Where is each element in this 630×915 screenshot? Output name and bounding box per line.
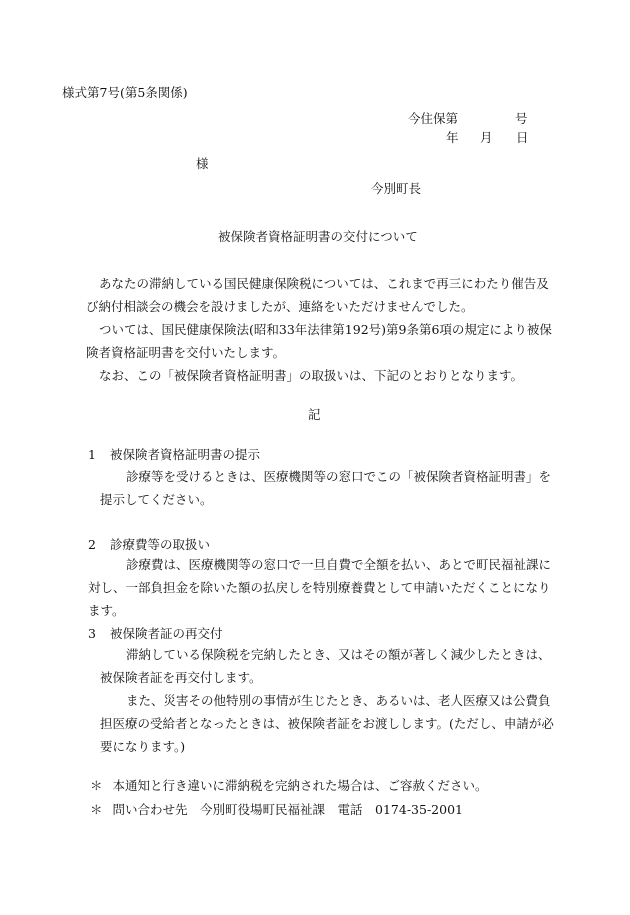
intro-paragraph: ついては、国民健康保険法(昭和33年法律第192号)第9条第6項の規定により被保険者資格証明書を交付いたします。 (86, 322, 552, 360)
date-day: 日 (516, 130, 529, 145)
note-item (90, 802, 463, 818)
section-paragraph: 診療費は、医療機関等の窓口で一旦自費で全額を払い、あとで町民福祉課に対し、一部負担金を除いた額の払戻しを特別療養費として申請いただくことになります。 (88, 557, 552, 618)
section-title (88, 537, 210, 553)
intro-paragraph: あなたの滞納している国民健康保険税については、これまで再三にわたり催告及び納付相談会の機会を設けましたが、連絡をいただけませんでした。 (86, 276, 549, 314)
note-text: 本通知と行き違いに滞納税を完納された場合は、ご容赦ください。 (112, 778, 488, 793)
section-number: 1 (88, 447, 96, 462)
ki-heading: 記 (308, 407, 321, 422)
doc-ref-suffix: 号 (515, 111, 528, 126)
section-paragraph: また、災害その他特別の事情が生じたとき、あるいは、老人医療又は公費負担医療の受給者となったときは、被保険者証をお渡しします。(ただし、申請が必要になります。) (100, 693, 554, 754)
asterisk-mark: ＊ (90, 802, 103, 817)
sender-name: 今別町長 (371, 181, 422, 196)
date-year: 年 (446, 130, 459, 145)
form-number: 様式第7号(第5条関係) (62, 85, 188, 100)
section-paragraph: 診療等を受けるときは、医療機関等の窓口でこの「被保険者資格証明書」を提示してください。 (100, 469, 552, 507)
asterisk-mark: ＊ (90, 778, 103, 793)
section-number: 3 (88, 626, 96, 641)
section-title (88, 447, 260, 463)
date-month: 月 (480, 130, 493, 145)
section-title-text: 診療費等の取扱い (109, 537, 210, 552)
section-title-text: 被保険者資格証明書の提示 (109, 447, 260, 462)
intro-paragraph: なお、この「被保険者資格証明書」の取扱いは、下記のとおりとなります。 (99, 368, 524, 383)
section-number: 2 (88, 537, 96, 552)
note-text: 問い合わせ先 今別町役場町民福祉課 電話 0174-35-2001 (112, 802, 463, 817)
section-title (88, 626, 222, 642)
doc-ref-prefix: 今住保第 (408, 111, 459, 126)
section-paragraph: 滞納している保険税を完納したとき、又はその額が著しく減少したときは、被保険者証を再交付します。 (100, 647, 551, 685)
recipient-honorific: 様 (196, 156, 209, 171)
section-title-text: 被保険者証の再交付 (109, 626, 223, 641)
document-title: 被保険者資格証明書の交付について (218, 229, 418, 244)
note-item (90, 778, 488, 794)
